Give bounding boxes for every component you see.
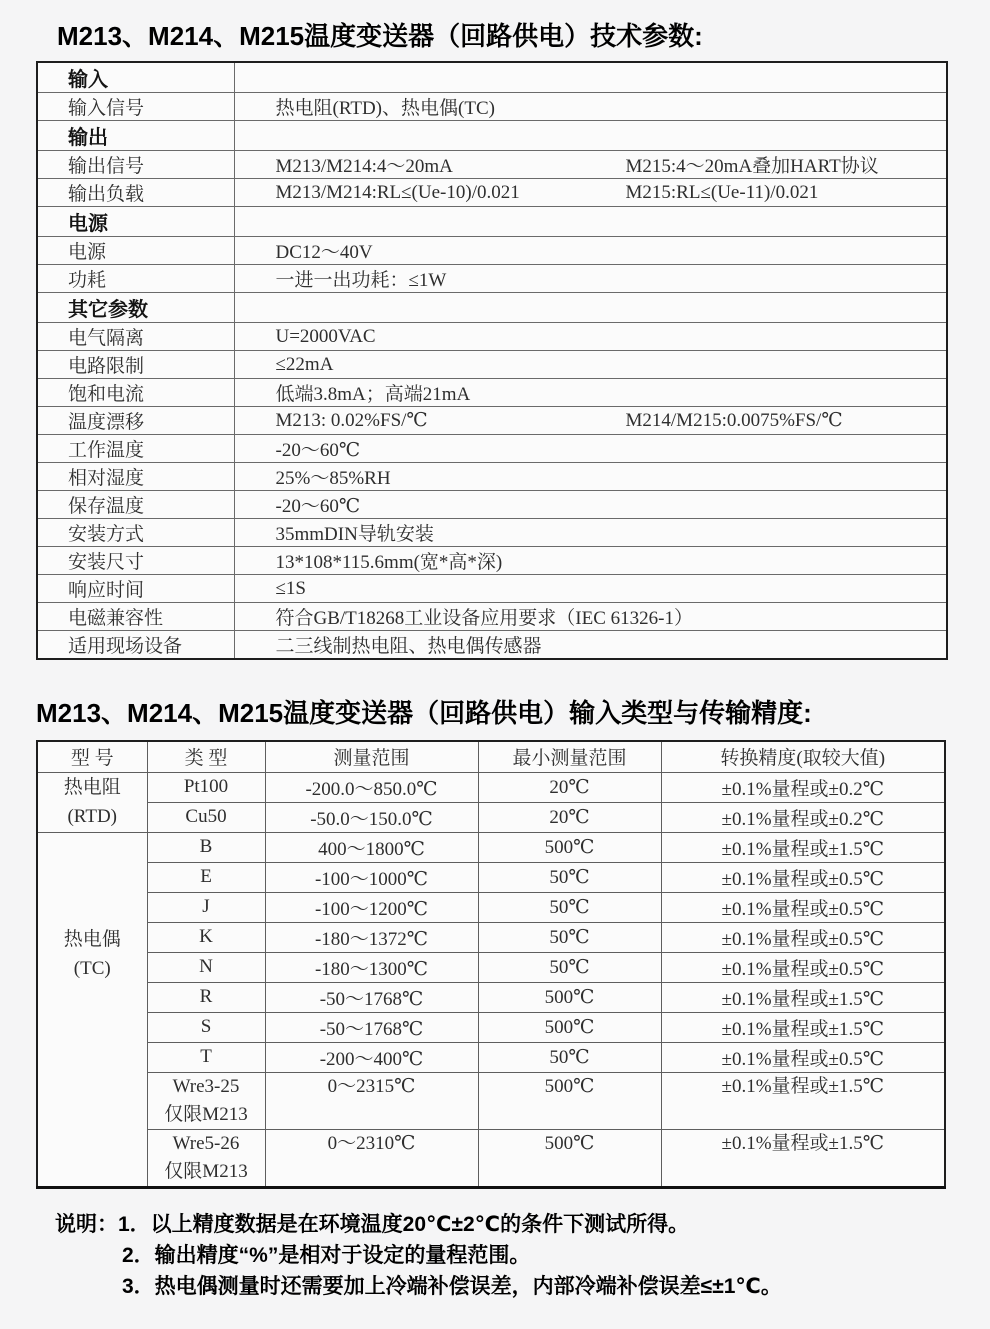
spec-row	[37, 603, 947, 631]
accuracy-cell: ±0.1%量程或±0.2℃	[661, 802, 945, 832]
type-cell: S	[147, 1012, 265, 1042]
type-name: Wre3-25	[172, 1075, 240, 1097]
spec-section-row	[37, 62, 947, 93]
spec-section-row	[37, 207, 947, 237]
spec-label: 输出负载	[37, 179, 234, 207]
spec-row	[37, 435, 947, 463]
spec-value: 二三线制热电阻、热电偶传感器	[275, 636, 542, 657]
spec-value-cell	[234, 407, 947, 435]
spec-label: 安装方式	[37, 519, 234, 547]
accuracy-cell: ±0.1%量程或±0.5℃	[661, 1042, 945, 1072]
accuracy-row	[37, 832, 945, 862]
accuracy-row	[37, 1072, 945, 1129]
type-cell: N	[147, 952, 265, 982]
spec-value-cell	[234, 151, 947, 179]
model-cell-rtd	[37, 772, 147, 832]
spec-value: 一进一出功耗：≤1W	[275, 270, 447, 291]
spec-value: M213/M214:4～20mA	[275, 156, 453, 177]
accuracy-row	[37, 802, 945, 832]
spec-row	[37, 237, 947, 265]
spec-section-row	[37, 121, 947, 151]
spec-row	[37, 631, 947, 660]
spec-value: M213: 0.02%FS/℃	[275, 410, 428, 431]
spec-table	[36, 61, 948, 660]
min-range-cell: 500℃	[478, 1072, 661, 1129]
spec-label: 响应时间	[37, 575, 234, 603]
accuracy-row	[37, 952, 945, 982]
header-accuracy: 转换精度(取较大值)	[661, 741, 945, 772]
accuracy-row	[37, 982, 945, 1012]
range-cell: -180～1372℃	[265, 922, 478, 952]
spec-label: 电源	[37, 237, 234, 265]
type-cell: Cu50	[147, 802, 265, 832]
min-range-cell: 500℃	[478, 832, 661, 862]
type-name: Wre5-26	[172, 1132, 240, 1154]
spec-label: 电气隔离	[37, 323, 234, 351]
spec-value: U=2000VAC	[275, 325, 376, 347]
accuracy-cell: ±0.1%量程或±0.5℃	[661, 952, 945, 982]
spec-value-cell	[234, 351, 947, 379]
range-cell: -200～400℃	[265, 1042, 478, 1072]
spec-value-2: M214/M215:0.0075%FS/℃	[625, 410, 843, 431]
page-title-spec: M213、M214、M215温度变送器（回路供电）技术参数:	[57, 21, 703, 51]
accuracy-row	[37, 1012, 945, 1042]
accuracy-cell: ±0.1%量程或±1.5℃	[661, 832, 945, 862]
range-cell: -100～1200℃	[265, 892, 478, 922]
min-range-cell: 500℃	[478, 982, 661, 1012]
spec-value: 25%～85%RH	[275, 468, 391, 489]
spec-row	[37, 265, 947, 293]
accuracy-cell: ±0.1%量程或±0.5℃	[661, 892, 945, 922]
type-cell: B	[147, 832, 265, 862]
type-note: 仅限M213	[164, 1160, 248, 1182]
spec-value: -20～60℃	[275, 440, 361, 461]
spec-value: DC12～40V	[275, 242, 373, 263]
range-cell: -50.0～150.0℃	[265, 802, 478, 832]
type-cell: T	[147, 1042, 265, 1072]
header-type: 类 型	[147, 741, 265, 772]
notes-prefix: 说明：	[55, 1212, 118, 1236]
spec-value-cell	[234, 179, 947, 207]
spec-value: 热电阻(RTD)、热电偶(TC)	[275, 98, 495, 119]
notes-block	[55, 1209, 990, 1302]
model-line: 热电阻	[63, 777, 121, 798]
note-line-3: 3．热电偶测量时还需要加上冷端补偿误差，内部冷端补偿误差≤±1℃。	[122, 1274, 782, 1298]
spec-section-label: 输出	[37, 121, 234, 151]
range-cell: 400～1800℃	[265, 832, 478, 862]
spec-value-cell	[234, 237, 947, 265]
spec-value-cell	[234, 463, 947, 491]
min-range-cell: 50℃	[478, 1042, 661, 1072]
accuracy-cell: ±0.1%量程或±1.5℃	[661, 982, 945, 1012]
spec-value: 13*108*115.6mm(宽*高*深)	[275, 552, 503, 573]
spec-value-cell	[234, 491, 947, 519]
range-cell: -100～1000℃	[265, 862, 478, 892]
min-range-cell: 50℃	[478, 922, 661, 952]
spec-label: 温度漂移	[37, 407, 234, 435]
spec-label: 输入信号	[37, 93, 234, 121]
accuracy-cell: ±0.1%量程或±0.2℃	[661, 772, 945, 802]
type-cell: E	[147, 862, 265, 892]
spec-label: 输出信号	[37, 151, 234, 179]
spec-label: 电磁兼容性	[37, 603, 234, 631]
note-line-1	[55, 1209, 990, 1240]
spec-row	[37, 519, 947, 547]
spec-value: 35mmDIN导轨安装	[275, 524, 434, 545]
spec-value: M213/M214:RL≤(Ue-10)/0.021	[275, 181, 520, 203]
spec-value-cell	[234, 293, 947, 323]
type-cell: Pt100	[147, 772, 265, 802]
type-cell: J	[147, 892, 265, 922]
spec-row	[37, 407, 947, 435]
accuracy-cell: ±0.1%量程或±1.5℃	[661, 1072, 945, 1129]
spec-value-cell	[234, 547, 947, 575]
spec-value-cell	[234, 519, 947, 547]
page-title-accuracy: M213、M214、M215温度变送器（回路供电）输入类型与传输精度:	[36, 698, 812, 728]
model-line: 热电偶	[63, 929, 121, 950]
model-line: (TC)	[73, 958, 111, 979]
spec-row	[37, 491, 947, 519]
spec-row	[37, 379, 947, 407]
header-range: 测量范围	[265, 741, 478, 772]
accuracy-row	[37, 922, 945, 952]
spec-row	[37, 547, 947, 575]
spec-value: 符合GB/T18268工业设备应用要求（IEC 61326-1）	[275, 608, 693, 629]
accuracy-cell: ±0.1%量程或±1.5℃	[661, 1012, 945, 1042]
accuracy-row	[37, 892, 945, 922]
spec-label: 电路限制	[37, 351, 234, 379]
type-cell	[147, 1129, 265, 1187]
spec-label: 安装尺寸	[37, 547, 234, 575]
spec-row	[37, 463, 947, 491]
range-cell: 0～2315℃	[265, 1072, 478, 1129]
min-range-cell: 50℃	[478, 892, 661, 922]
min-range-cell: 20℃	[478, 772, 661, 802]
spec-value-cell	[234, 207, 947, 237]
spec-value-2: M215:4～20mA叠加HART协议	[625, 156, 879, 177]
range-cell: -50～1768℃	[265, 982, 478, 1012]
header-model: 型 号	[37, 741, 147, 772]
spec-row	[37, 575, 947, 603]
spec-value: ≤1S	[275, 577, 306, 599]
type-cell: K	[147, 922, 265, 952]
header-min-range: 最小测量范围	[478, 741, 661, 772]
spec-value-cell	[234, 379, 947, 407]
spec-row	[37, 93, 947, 121]
type-note: 仅限M213	[164, 1103, 248, 1125]
spec-row	[37, 151, 947, 179]
range-cell: 0～2310℃	[265, 1129, 478, 1187]
spec-section-row	[37, 293, 947, 323]
range-cell: -50～1768℃	[265, 1012, 478, 1042]
accuracy-cell: ±0.1%量程或±0.5℃	[661, 922, 945, 952]
spec-value-2: M215:RL≤(Ue-11)/0.021	[625, 181, 819, 203]
spec-value-cell	[234, 435, 947, 463]
note-text: 1．以上精度数据是在环境温度20℃±2℃的条件下测试所得。	[118, 1212, 690, 1236]
spec-label: 保存温度	[37, 491, 234, 519]
note-line-2: 2．输出精度“%”是相对于设定的量程范围。	[122, 1243, 531, 1267]
spec-row	[37, 179, 947, 207]
range-cell: -200.0～850.0℃	[265, 772, 478, 802]
accuracy-cell: ±0.1%量程或±1.5℃	[661, 1129, 945, 1187]
min-range-cell: 50℃	[478, 952, 661, 982]
accuracy-row	[37, 1129, 945, 1187]
model-cell-tc	[37, 832, 147, 1187]
spec-section-label: 其它参数	[37, 293, 234, 323]
accuracy-row	[37, 862, 945, 892]
spec-value: ≤22mA	[275, 353, 334, 375]
accuracy-row	[37, 1042, 945, 1072]
min-range-cell: 50℃	[478, 862, 661, 892]
accuracy-row	[37, 772, 945, 802]
spec-value-cell	[234, 323, 947, 351]
spec-value-cell	[234, 631, 947, 660]
min-range-cell: 20℃	[478, 802, 661, 832]
accuracy-table	[36, 740, 946, 1189]
model-line: (RTD)	[67, 806, 117, 827]
spec-value-cell	[234, 265, 947, 293]
spec-value-cell	[234, 575, 947, 603]
spec-label: 饱和电流	[37, 379, 234, 407]
type-cell	[147, 1072, 265, 1129]
spec-value-cell	[234, 93, 947, 121]
spec-value: -20～60℃	[275, 496, 361, 517]
accuracy-header-row	[37, 741, 945, 772]
spec-value: 低端3.8mA；高端21mA	[275, 384, 471, 405]
spec-label: 相对湿度	[37, 463, 234, 491]
spec-label: 工作温度	[37, 435, 234, 463]
min-range-cell: 500℃	[478, 1129, 661, 1187]
spec-value-cell	[234, 62, 947, 93]
spec-value-cell	[234, 603, 947, 631]
spec-section-label: 电源	[37, 207, 234, 237]
min-range-cell: 500℃	[478, 1012, 661, 1042]
spec-row	[37, 351, 947, 379]
type-cell: R	[147, 982, 265, 1012]
spec-value-cell	[234, 121, 947, 151]
spec-row	[37, 323, 947, 351]
spec-label: 功耗	[37, 265, 234, 293]
spec-section-label: 输入	[37, 62, 234, 93]
range-cell: -180～1300℃	[265, 952, 478, 982]
spec-label: 适用现场设备	[37, 631, 234, 660]
accuracy-cell: ±0.1%量程或±0.5℃	[661, 862, 945, 892]
